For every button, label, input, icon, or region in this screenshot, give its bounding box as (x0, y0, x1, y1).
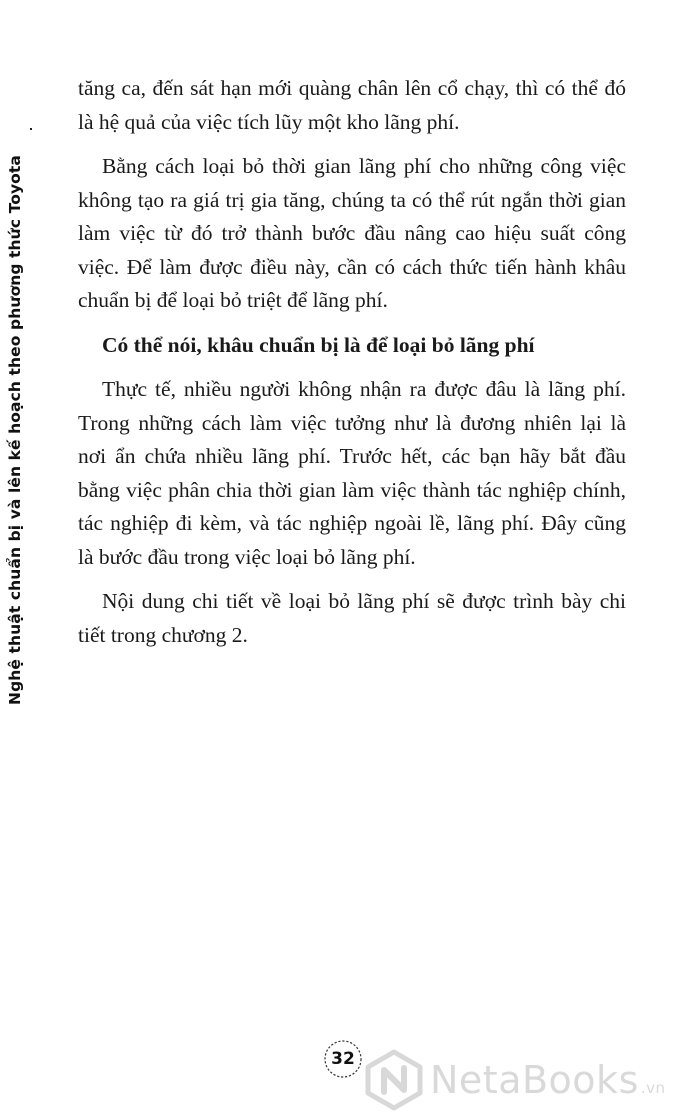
watermark-suffix: .vn (640, 1079, 666, 1097)
netabooks-logo-icon (362, 1048, 426, 1112)
running-header-rule (30, 128, 32, 130)
text-line: bằng việc phân chia thời gian làm việc thành tác nghiệp chính, (78, 477, 626, 502)
paragraph-3 (78, 373, 626, 574)
page-number (322, 1038, 364, 1080)
text-line: không tạo ra giá trị gia tăng, chúng ta có thể rút ngắn thời gian (78, 187, 626, 212)
text-line: Nội dung chi tiết về loại bỏ lãng phí sẽ được trình bày chi (102, 589, 626, 613)
text-line: là hệ quả của việc tích lũy một kho lãng phí. (78, 109, 460, 134)
text-line: chuẩn bị để loại bỏ triệt để lãng phí. (78, 288, 388, 312)
watermark-brand-text: NetaBooks (430, 1058, 639, 1102)
text-line: Trong những cách làm việc tưởng như là đương nhiên lại là (78, 410, 626, 435)
book-title-vertical: Nghệ thuật chuẩn bị và lên kế hoạch theo phương thức Toyota (6, 155, 24, 705)
page-body (78, 72, 626, 663)
paragraph-2 (78, 150, 626, 318)
text-line: là bước đầu trong việc loại bỏ lãng phí. (78, 544, 416, 569)
paragraph-1 (78, 72, 626, 139)
section-heading: Có thể nói, khâu chuẩn bị là để loại bỏ lãng phí (102, 332, 535, 357)
text-line: tác nghiệp đi kèm, và tác nghiệp ngoài lề, lãng phí. Đây cũng (78, 511, 626, 535)
text-line: việc. Để làm được điều này, cần có cách thức tiến hành khâu (78, 254, 626, 279)
text-line: làm việc từ đó trở thành bước đầu nâng cao hiệu suất công (78, 221, 626, 245)
watermark-brand (430, 1058, 666, 1102)
paragraph-4 (78, 585, 626, 652)
page-number-text: 32 (331, 1049, 355, 1069)
text-line: tiết trong chương 2. (78, 622, 248, 647)
text-line: tăng ca, đến sát hạn mới quàng chân lên cổ chạy, thì có thể đó (78, 76, 626, 100)
text-line: nơi ẩn chứa nhiều lãng phí. Trước hết, các bạn hãy bắt đầu (78, 444, 626, 468)
running-header (0, 0, 30, 1120)
netabooks-watermark (362, 1040, 700, 1120)
text-line: Bằng cách loại bỏ thời gian lãng phí cho những công việc (102, 154, 626, 178)
text-line: Thực tế, nhiều người không nhận ra được đâu là lãng phí. (102, 377, 626, 401)
